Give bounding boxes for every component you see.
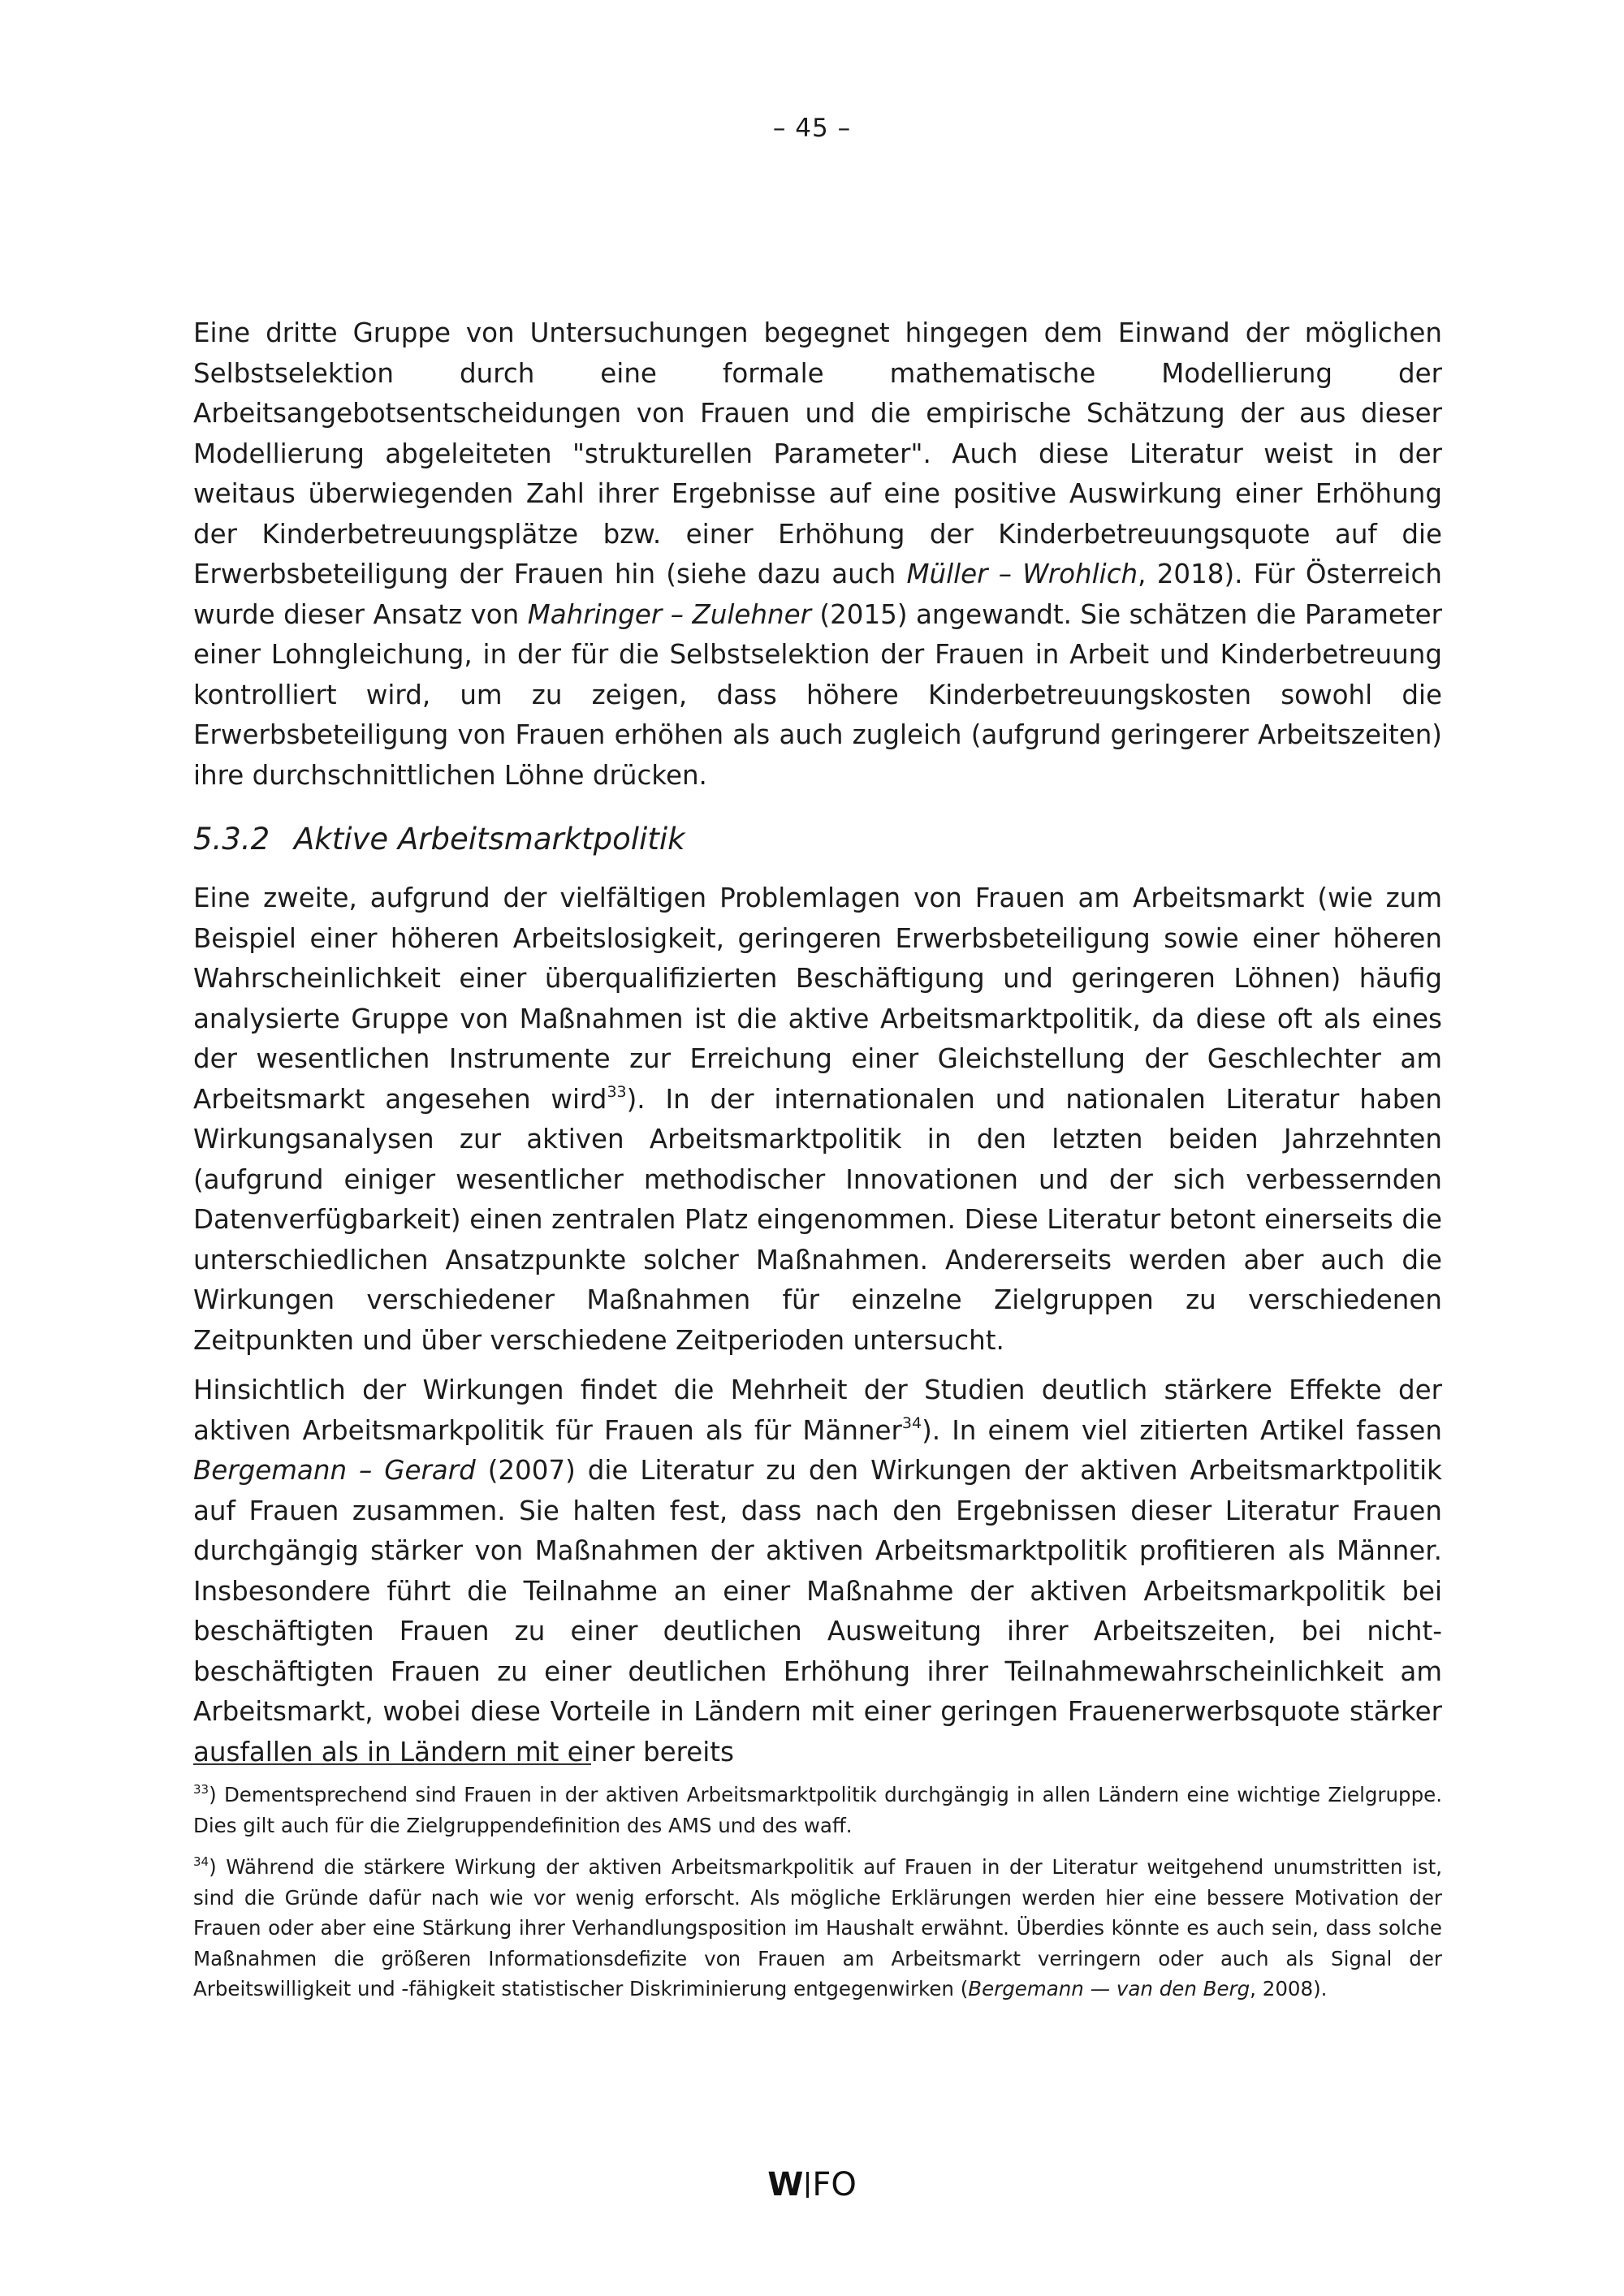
paragraph-structural-models: Eine dritte Gruppe von Untersuchungen begegnet hingegen dem Einwand der möglichen Selbstselektion durch eine formale mathematische Modellierung der Arbeitsangebotsentscheidungen von Frauen und die empirische Schätzung der aus dieser Modellierung abgeleiteten "strukturellen Parameter". Auch diese Literatur weist in der weitaus überwiegenden Zahl ihrer Ergebnisse auf eine positive Auswirkung einer Erhöhung der Kinderbetreuungsplätze bzw. einer Erhöhung der Kinderbetreuungsquote auf die Erwerbsbeteiligung der Frauen hin (siehe dazu auch Müller – Wrohlich, 2018). Für Österreich wurde dieser Ansatz von Mahringer – Zulehner (2015) angewandt. Sie schätzen die Parameter einer Lohngleichung, in der für die Selbstselektion der Frauen in Arbeit und Kinderbetreuung kontrolliert wird, um zu zeigen, dass höhere Kinderbetreuungskosten sowohl die Erwerbsbeteiligung von Frauen erhöhen als auch zugleich (aufgrund geringerer Arbeitszeiten) ihre durchschnittlichen Löhne drücken. [193,317,1443,791]
section-title: Aktive Arbeitsmarktpolitik [294,822,685,857]
section-heading [193,818,1442,861]
section-number: 5.3.2 [193,822,270,857]
page-number: – 45 – [772,114,852,143]
footnote-ref-33[interactable]: 33 [607,1082,627,1101]
logo-bar [806,2172,809,2198]
citation-mahringer-zulehner: Mahringer – Zulehner [527,598,811,630]
citation-bergemann-van-den-berg: Bergemann — van den Berg [968,1977,1250,2000]
footnote-34: $^{34}$) Während die stärkere Wirkung der aktiven Arbeitsmarkpolitik auf Frauen in der Literatur weitgehend unumstritten ist, sind die Gründe dafür nach wie vor wenig erforscht. Als mögliche Erklärungen werden hier eine bessere Motivation der Frauen oder aber eine Stärkung ihrer Verhandlungsposition im Haushalt erwähnt. Überdies könnte es auch sein, dass solche Maßnahmen die größeren Informationsdefizite von Frauen am Arbeitsmarkt verringern oder auch als Signal der Arbeitswilligkeit und -fähigkeit statistischer Diskriminierung entgegenwirken (Bergemann — van den Berg, 2008). [193,1854,1442,2000]
footnote-divider [193,1763,591,1765]
main-content [193,313,1442,1772]
footnote-marker: 34 [193,1854,209,1869]
citation-bergemann-gerard: Bergemann – Gerard [193,1455,476,1486]
footnote-ref-34[interactable]: 34 [901,1413,922,1432]
footnote-marker: 33 [193,1782,209,1797]
footnote-33: $^{33}$) Dementsprechend sind Frauen in der aktiven Arbeitsmarktpolitik durchgängig in allen Ländern eine wichtige Zielgruppe. Dies gilt auch für die Zielgruppendefinition des AMS und des waff. [193,1782,1442,1837]
citation-mueller-wrohlich: Müller – Wrohlich [906,559,1138,589]
paragraph-active-labour-market-policy: Eine zweite, aufgrund der vielfältigen Problemlagen von Frauen am Arbeitsmarkt (wie zum Beispiel einer höheren Arbeitslosigkeit, geringeren Erwerbsbeteiligung sowie einer höheren Wahrscheinlichkeit einer überqualifizierten Beschäftigung und geringeren Löhnen) häufig analysierte Gruppe von Maßnahmen ist die aktive Arbeitsmarktpolitik, da diese oft als eines der wesentlichen Instrumente zur Erreichung einer Gleichstellung der Geschlechter am Arbeitsmarkt angesehen wird$^{33}$). In der internationalen und nationalen Literatur haben Wirkungsanalysen zur aktiven Arbeitsmarktpolitik in den letzten beiden Jahrzehnten (aufgrund einiger wesentlicher methodischer Innovationen und der sich verbessernden Datenverfügbarkeit) einen zentralen Platz eingenommen. Diese Literatur betont einerseits die unterschiedlichen Ansatzpunkte solcher Maßnahmen. Andererseits werden aber auch die Wirkungen verschiedener Maßnahmen für einzelne Zielgruppen zu verschiedenen Zeitpunkten und über verschiedene Zeitperioden untersucht. [193,883,1443,1356]
wifo-logo: W FO [767,2166,857,2203]
paragraph-effects: Hinsichtlich der Wirkungen findet die Mehrheit der Studien deutlich stärkere Effekte der aktiven Arbeitsmarkpolitik für Frauen als für Männer$^{34}$). In einem viel zitierten Artikel fassen Bergemann – Gerard (2007) die Literatur zu den Wirkungen der aktiven Arbeitsmarktpolitik auf Frauen zusammen. Sie halten fest, dass nach den Ergebnissen dieser Literatur Frauen durchgängig stärker von Maßnahmen der aktiven Arbeitsmarktpolitik profitieren als Männer. Insbesondere führt die Teilnahme an einer Maßnahme der aktiven Arbeitsmarkpolitik bei beschäftigten Frauen zu einer deutlichen Ausweitung ihrer Arbeitszeiten, bei nicht-beschäftigten Frauen zu einer deutlichen Erhöhung ihrer Teilnahmewahrscheinlichkeit am Arbeitsmarkt, wobei diese Vorteile in Ländern mit einer geringen Frauenerwerbsquote stärker ausfallen als in Ländern mit einer bereits [193,1375,1442,1767]
footnotes [193,1780,1442,2016]
